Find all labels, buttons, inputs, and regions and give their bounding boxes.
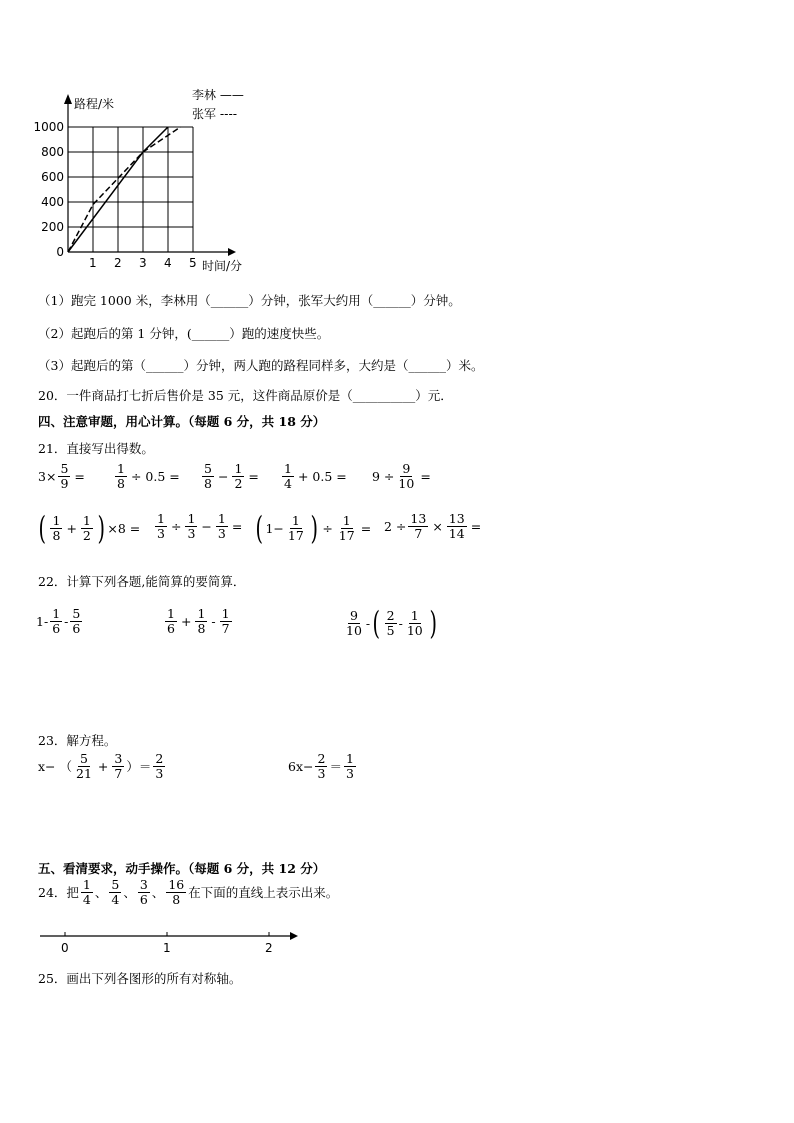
number-line xyxy=(38,926,302,958)
q21-r2-e2: $\frac{1}{3}$ ÷ $\frac{1}{3}$ − $\frac{1}{3}$ = xyxy=(157,511,243,541)
q21-r2-e4: 2 ÷ $\frac{13}{7}$ × $\frac{13}{14}$ = xyxy=(384,511,482,541)
q19-part1: （1）跑完 1000 米，李林用（______）分钟，张军大约用（______）分钟。 xyxy=(38,293,461,308)
section4-heading: 四、注意审题，用心计算。（每题 6 分，共 18 分） xyxy=(38,414,326,429)
q21-title: 21．直接写出得数。 xyxy=(38,441,154,456)
q21-r1-e1: 3× $\frac{5}{9}$ = xyxy=(38,461,85,491)
series-line-1 xyxy=(68,127,181,252)
x-axis-label: 时间/分 xyxy=(202,259,243,273)
y-axis-label: 路程/米 xyxy=(74,97,115,111)
y-tick-label-400: 400 xyxy=(41,195,64,209)
q19-part2: （2）起跑后的第 1 分钟，(______）跑的速度快些。 xyxy=(38,326,330,341)
q25: 25．画出下列各图形的所有对称轴。 xyxy=(38,971,242,986)
x-tick-label-3: 3 xyxy=(139,256,147,270)
q23-e1: x− （ 5 21 + $\frac{3}{7}$ ）＝ 2 3 xyxy=(38,751,164,781)
y-tick-label-600: 600 xyxy=(41,170,64,184)
q23-e2: 6x− $\frac{2}{3}$ ＝ 1 3 xyxy=(288,751,354,781)
x-tick-label-1: 1 xyxy=(89,256,97,270)
q21-r1-e2: $\frac{1}{8}$ ÷ 0.5 = xyxy=(117,461,180,491)
tick-label-0: 0 xyxy=(61,941,69,955)
y-tick-label-200: 200 xyxy=(41,220,64,234)
y-tick-label-800: 800 xyxy=(41,145,64,159)
number-line-arrow xyxy=(290,932,298,940)
chart-series xyxy=(68,127,181,252)
distance-time-chart xyxy=(33,80,280,280)
q20: 20．一件商品打七折后售价是 35 元，这件商品原价是（__________）元． xyxy=(38,388,453,403)
q22-e2: 1 6 + $\frac{1}{8}$ - 1 7 xyxy=(167,606,230,636)
chart-tick-labels xyxy=(33,120,196,270)
x-axis-arrow xyxy=(228,248,236,256)
q23-title: 23．解方程。 xyxy=(38,733,117,748)
q21-r2-e3: ( 1− $\frac{1}{17}$ ) ÷ $\frac{1}{17}$ = xyxy=(255,509,372,547)
y-tick-label-0: 0 xyxy=(56,245,64,259)
x-tick-label-4: 4 xyxy=(164,256,172,270)
q21-r1-e5: 9 ÷ $\frac{9}{10}$ = xyxy=(372,461,431,491)
q21-r2-e1: ( 1 8 + $\frac{1}{2}$ ) ×8 = xyxy=(38,509,141,547)
q19-part3: （3）起跑后的第（______）分钟，两人跑的路程同样多，大约是（______）米。 xyxy=(38,358,484,373)
x-tick-label-5: 5 xyxy=(189,256,197,270)
tick-label-2: 2 xyxy=(265,941,273,955)
legend-zhangjun: 张军 ---- xyxy=(192,107,238,121)
x-tick-label-2: 2 xyxy=(114,256,122,270)
y-tick-label-1000: 1000 xyxy=(33,120,64,134)
section5-heading: 五、看清要求，动手操作。（每题 6 分，共 12 分） xyxy=(38,861,326,876)
q21-r1-e4: 1 4 + 0.5 = xyxy=(284,461,347,491)
q22-e3: 9 10 - ( 2 5 - 1 10 ) xyxy=(346,604,437,642)
q22-title: 22．计算下列各题,能简算的要简算． xyxy=(38,574,246,589)
chart-grid xyxy=(68,127,193,252)
legend-lilin: 李林 —— xyxy=(192,88,244,102)
q21-r1-e3: 5 8 − $\frac{1}{2}$ = xyxy=(204,461,259,491)
q24-text: 24．把 1 4 、 5 4 、 3 6 、 16 8 在下面的直线上表示出来。 xyxy=(38,877,339,907)
q22-e1: 1- 1 6 - 5 6 xyxy=(36,606,81,636)
tick-label-1: 1 xyxy=(163,941,171,955)
y-axis-arrow xyxy=(64,94,72,104)
